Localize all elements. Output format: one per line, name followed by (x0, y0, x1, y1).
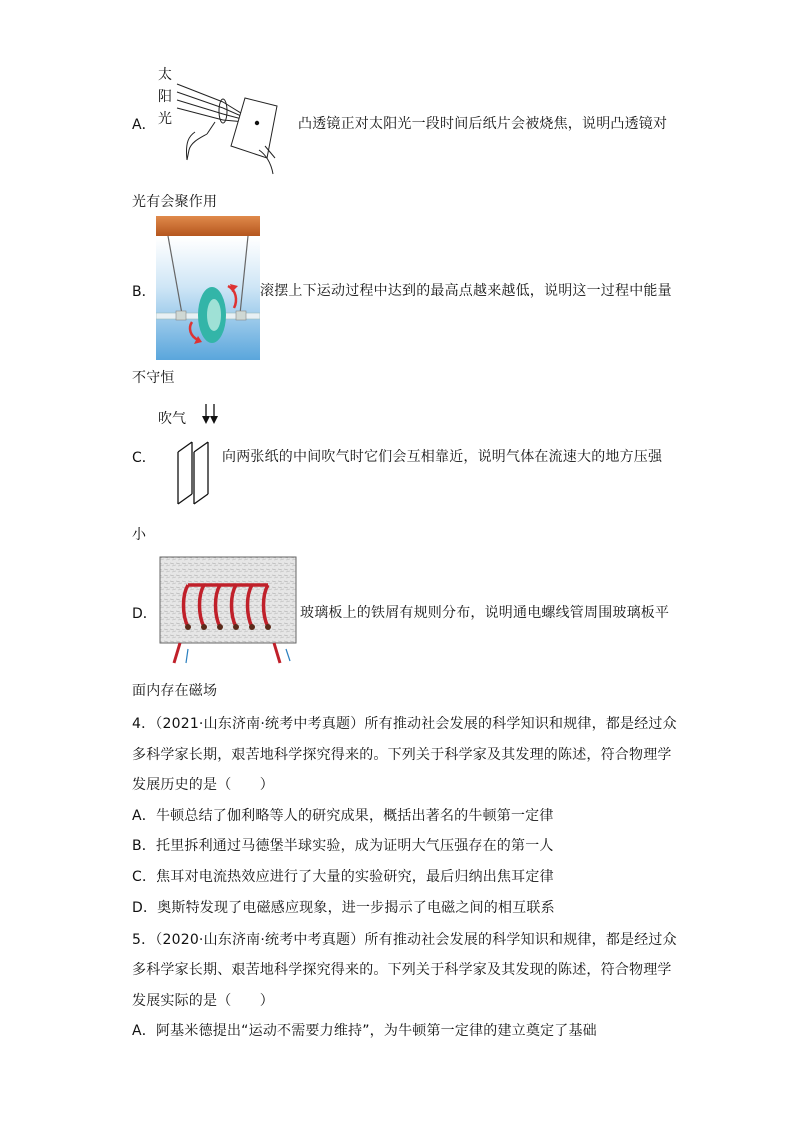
figure-label-sun-1: 太 (158, 67, 172, 83)
pendulum-drawing (156, 216, 260, 360)
option-a-text-line-2: 光有会聚作用 (132, 194, 218, 210)
option-d-text-line-1: 玻璃板上的铁屑有规则分布，说明通电螺线管周围玻璃板平 (300, 605, 670, 621)
solenoid-drawing (158, 555, 298, 667)
question-5-line-3: 发展实际的是（ ） (132, 993, 274, 1009)
figure-label-sun-2: 阳 (158, 89, 172, 105)
option-a-letter: A． (132, 117, 156, 133)
question-5-line-2: 多科学家长期、艰苦地科学探究得来的。下列关于科学家及其发现的陈述，符合物理学 (132, 962, 672, 978)
figure-label-blow: 吹气 (158, 411, 186, 427)
question-4-line-3: 发展历史的是（ ） (132, 777, 274, 793)
question-4-option-d: D．奥斯特发现了电磁感应现象，进一步揭示了电磁之间的相互联系 (132, 900, 555, 916)
question-4-option-c: C．焦耳对电流热效应进行了大量的实验研究，最后归纳出焦耳定律 (132, 869, 554, 885)
lens-paper-drawing (155, 62, 295, 182)
option-c-text-line-2: 小 (132, 527, 147, 543)
option-a-text-line-1: 凸透镜正对太阳光一段时间后纸片会被烧焦，说明凸透镜对 (298, 116, 668, 132)
paper-sheets-drawing (158, 402, 222, 510)
option-d-text-line-2: 面内存在磁场 (132, 683, 218, 699)
question-4-option-a: A．牛顿总结了伽利略等人的研究成果，概括出著名的牛顿第一定律 (132, 808, 554, 824)
question-4-option-b: B．托里拆利通过马德堡半球实验，成为证明大气压强存在的第一人 (132, 838, 554, 854)
solenoid-iron-filings-figure (158, 555, 298, 667)
question-5-line-1: 5．（2020·山东济南·统考中考真题）所有推动社会发展的科学知识和规律，都是经过众 (132, 932, 677, 948)
option-c-letter: C． (132, 450, 156, 466)
question-4-line-1: 4．（2021·山东济南·统考中考真题）所有推动社会发展的科学知识和规律，都是经过众 (132, 716, 677, 732)
option-d-letter: D． (132, 606, 157, 622)
maxwell-pendulum-figure (156, 216, 260, 360)
option-b-text-line-1: 滚摆上下运动过程中达到的最高点越来越低，说明这一过程中能量 (260, 283, 672, 299)
figure-label-sun-3: 光 (158, 111, 172, 127)
blowing-paper-figure (158, 402, 222, 510)
question-4-line-2: 多科学家长期，艰苦地科学探究得来的。下列关于科学家及其发理的陈述，符合物理学 (132, 747, 672, 763)
question-5-option-a: A．阿基米德提出“运动不需要力维持”，为牛顿第一定律的建立奠定了基础 (132, 1023, 597, 1039)
option-b-letter: B． (132, 284, 156, 300)
option-b-text-line-2: 不守恒 (132, 370, 175, 386)
sunlight-lens-figure (155, 62, 295, 182)
option-c-text-line-1: 向两张纸的中间吹气时它们会互相靠近，说明气体在流速大的地方压强 (222, 449, 663, 465)
